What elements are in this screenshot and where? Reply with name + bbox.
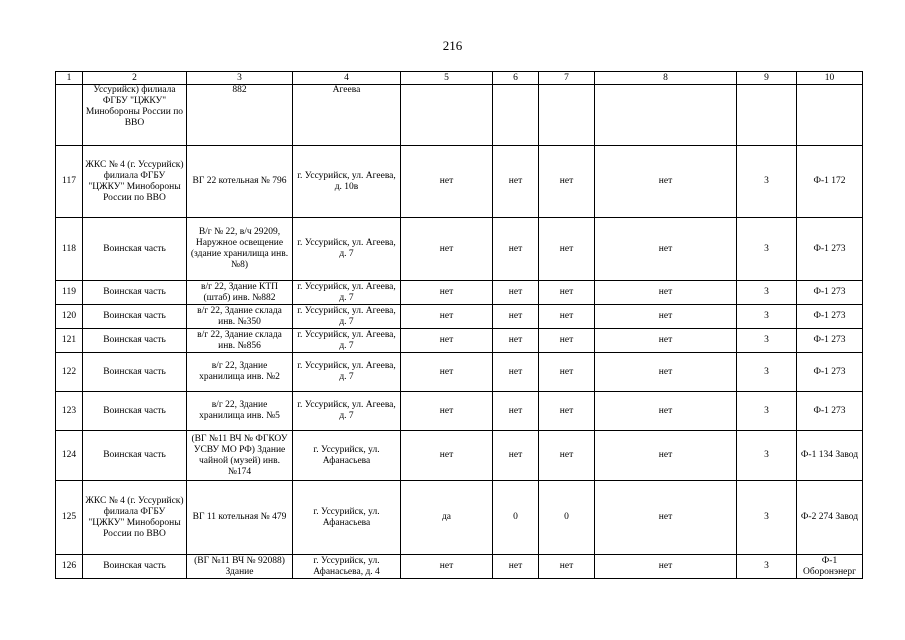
cell-col5: нет bbox=[401, 353, 493, 392]
table-row bbox=[56, 392, 863, 431]
cell-number: 121 bbox=[56, 329, 83, 353]
cell-owner: Воинская часть bbox=[83, 218, 187, 281]
cell-col6: нет bbox=[493, 218, 539, 281]
cell-col7: 0 bbox=[539, 481, 595, 555]
cell-address: г. Уссурийск, ул. Агеева, д. 7 bbox=[293, 281, 401, 305]
header-row bbox=[56, 72, 863, 85]
cell-col10: Ф-1 Оборонэнерг bbox=[797, 555, 863, 579]
cell-number: 118 bbox=[56, 218, 83, 281]
cell-col5: нет bbox=[401, 218, 493, 281]
table-row bbox=[56, 431, 863, 481]
cell-address: г. Уссурийск, ул. Агеева, д. 10в bbox=[293, 146, 401, 218]
cell-col9: 3 bbox=[737, 281, 797, 305]
cell-col5: нет bbox=[401, 555, 493, 579]
cell-owner: Воинская часть bbox=[83, 305, 187, 329]
cell-col9: 3 bbox=[737, 431, 797, 481]
column-header: 5 bbox=[401, 72, 493, 85]
column-header: 10 bbox=[797, 72, 863, 85]
cell-col7: нет bbox=[539, 392, 595, 431]
column-header: 3 bbox=[187, 72, 293, 85]
cell-col8: нет bbox=[595, 146, 737, 218]
cell-col7: нет bbox=[539, 305, 595, 329]
cell-address: г. Уссурийск, ул. Агеева, д. 7 bbox=[293, 392, 401, 431]
table-row bbox=[56, 555, 863, 579]
cell-owner: Уссурийск) филиала ФГБУ "ЦЖКУ" Минобороны России по ВВО bbox=[83, 85, 187, 146]
column-header: 2 bbox=[83, 72, 187, 85]
cell-number bbox=[56, 85, 83, 146]
cell-address: г. Уссурийск, ул. Афанасьева bbox=[293, 481, 401, 555]
registry-table bbox=[55, 71, 863, 579]
cell-col10: Ф-1 273 bbox=[797, 305, 863, 329]
cell-col9: 3 bbox=[737, 481, 797, 555]
column-header: 8 bbox=[595, 72, 737, 85]
cell-address: г. Уссурийск, ул. Агеева, д. 7 bbox=[293, 218, 401, 281]
cell-col9: 3 bbox=[737, 146, 797, 218]
page-number: 216 bbox=[442, 38, 463, 53]
cell-col5: да bbox=[401, 481, 493, 555]
table-row-continuation bbox=[56, 85, 863, 146]
cell-col8 bbox=[595, 85, 737, 146]
cell-col7: нет bbox=[539, 146, 595, 218]
cell-col7 bbox=[539, 85, 595, 146]
cell-col6: нет bbox=[493, 392, 539, 431]
cell-owner: ЖКС № 4 (г. Уссурийск) филиала ФГБУ "ЦЖКУ" Минобороны России по ВВО bbox=[83, 146, 187, 218]
table-row bbox=[56, 281, 863, 305]
cell-col9: 3 bbox=[737, 555, 797, 579]
cell-col7: нет bbox=[539, 431, 595, 481]
cell-col7: нет bbox=[539, 281, 595, 305]
cell-col6 bbox=[493, 85, 539, 146]
cell-owner: Воинская часть bbox=[83, 392, 187, 431]
column-header: 9 bbox=[737, 72, 797, 85]
cell-number: 124 bbox=[56, 431, 83, 481]
cell-object: (ВГ №11 ВЧ № ФГКОУ УСВУ МО РФ) Здание чайной (музей) инв. №174 bbox=[187, 431, 293, 481]
cell-col8: нет bbox=[595, 555, 737, 579]
cell-col8: нет bbox=[595, 431, 737, 481]
cell-col5: нет bbox=[401, 392, 493, 431]
cell-col10 bbox=[797, 85, 863, 146]
table-row bbox=[56, 146, 863, 218]
cell-col8: нет bbox=[595, 281, 737, 305]
cell-object: ВГ 11 котельная № 479 bbox=[187, 481, 293, 555]
cell-col7: нет bbox=[539, 353, 595, 392]
cell-owner: Воинская часть bbox=[83, 555, 187, 579]
cell-col6: нет bbox=[493, 431, 539, 481]
cell-col7: нет bbox=[539, 555, 595, 579]
cell-address: г. Уссурийск, ул. Афанасьева bbox=[293, 431, 401, 481]
table-row bbox=[56, 329, 863, 353]
cell-col6: нет bbox=[493, 329, 539, 353]
cell-object: ВГ 22 котельная № 796 bbox=[187, 146, 293, 218]
column-header: 7 bbox=[539, 72, 595, 85]
cell-col9: 3 bbox=[737, 329, 797, 353]
cell-col10: Ф-1 172 bbox=[797, 146, 863, 218]
cell-col5: нет bbox=[401, 305, 493, 329]
cell-col8: нет bbox=[595, 353, 737, 392]
cell-object: в/г 22, Здание склада инв. №350 bbox=[187, 305, 293, 329]
cell-col10: Ф-2 274 Завод bbox=[797, 481, 863, 555]
cell-owner: Воинская часть bbox=[83, 281, 187, 305]
cell-col8: нет bbox=[595, 481, 737, 555]
column-header: 6 bbox=[493, 72, 539, 85]
cell-col6: нет bbox=[493, 555, 539, 579]
column-header: 4 bbox=[293, 72, 401, 85]
cell-number: 123 bbox=[56, 392, 83, 431]
cell-number: 125 bbox=[56, 481, 83, 555]
cell-col6: 0 bbox=[493, 481, 539, 555]
cell-object: 882 bbox=[187, 85, 293, 146]
table-row bbox=[56, 218, 863, 281]
cell-address: г. Уссурийск, ул. Агеева, д. 7 bbox=[293, 305, 401, 329]
cell-owner: Воинская часть bbox=[83, 329, 187, 353]
cell-col10: Ф-1 273 bbox=[797, 353, 863, 392]
cell-object: в/г 22, Здание хранилища инв. №2 bbox=[187, 353, 293, 392]
cell-address: Агеева bbox=[293, 85, 401, 146]
cell-col9: 3 bbox=[737, 392, 797, 431]
cell-col5: нет bbox=[401, 431, 493, 481]
cell-col9 bbox=[737, 85, 797, 146]
cell-col10: Ф-1 273 bbox=[797, 281, 863, 305]
table-row bbox=[56, 481, 863, 555]
cell-col10: Ф-1 273 bbox=[797, 329, 863, 353]
cell-col8: нет bbox=[595, 329, 737, 353]
cell-object: (ВГ №11 ВЧ № 92088) Здание bbox=[187, 555, 293, 579]
cell-address: г. Уссурийск, ул. Агеева, д. 7 bbox=[293, 353, 401, 392]
cell-col5 bbox=[401, 85, 493, 146]
cell-col5: нет bbox=[401, 329, 493, 353]
cell-object: В/г № 22, в/ч 29209, Наружное освещение (здание хранилища инв. №8) bbox=[187, 218, 293, 281]
cell-owner: ЖКС № 4 (г. Уссурийск) филиала ФГБУ "ЦЖКУ" Минобороны России по ВВО bbox=[83, 481, 187, 555]
cell-object: в/г 22, Здание КТП (штаб) инв. №882 bbox=[187, 281, 293, 305]
cell-col10: Ф-1 273 bbox=[797, 218, 863, 281]
cell-address: г. Уссурийск, ул. Агеева, д. 7 bbox=[293, 329, 401, 353]
cell-col6: нет bbox=[493, 353, 539, 392]
table-row bbox=[56, 305, 863, 329]
cell-number: 117 bbox=[56, 146, 83, 218]
cell-col9: 3 bbox=[737, 353, 797, 392]
cell-col7: нет bbox=[539, 218, 595, 281]
cell-number: 120 bbox=[56, 305, 83, 329]
cell-object: в/г 22, Здание склада инв. №856 bbox=[187, 329, 293, 353]
cell-col9: 3 bbox=[737, 218, 797, 281]
cell-owner: Воинская часть bbox=[83, 353, 187, 392]
cell-number: 119 bbox=[56, 281, 83, 305]
cell-number: 122 bbox=[56, 353, 83, 392]
cell-col5: нет bbox=[401, 146, 493, 218]
cell-owner: Воинская часть bbox=[83, 431, 187, 481]
column-header: 1 bbox=[56, 72, 83, 85]
cell-col10: Ф-1 134 Завод bbox=[797, 431, 863, 481]
cell-col10: Ф-1 273 bbox=[797, 392, 863, 431]
cell-col6: нет bbox=[493, 146, 539, 218]
cell-col6: нет bbox=[493, 305, 539, 329]
cell-col8: нет bbox=[595, 305, 737, 329]
cell-col8: нет bbox=[595, 392, 737, 431]
cell-col8: нет bbox=[595, 218, 737, 281]
cell-object: в/г 22, Здание хранилища инв. №5 bbox=[187, 392, 293, 431]
table-row bbox=[56, 353, 863, 392]
cell-address: г. Уссурийск, ул. Афанасьева, д. 4 bbox=[293, 555, 401, 579]
cell-col6: нет bbox=[493, 281, 539, 305]
cell-number: 126 bbox=[56, 555, 83, 579]
cell-col7: нет bbox=[539, 329, 595, 353]
cell-col5: нет bbox=[401, 281, 493, 305]
cell-col9: 3 bbox=[737, 305, 797, 329]
